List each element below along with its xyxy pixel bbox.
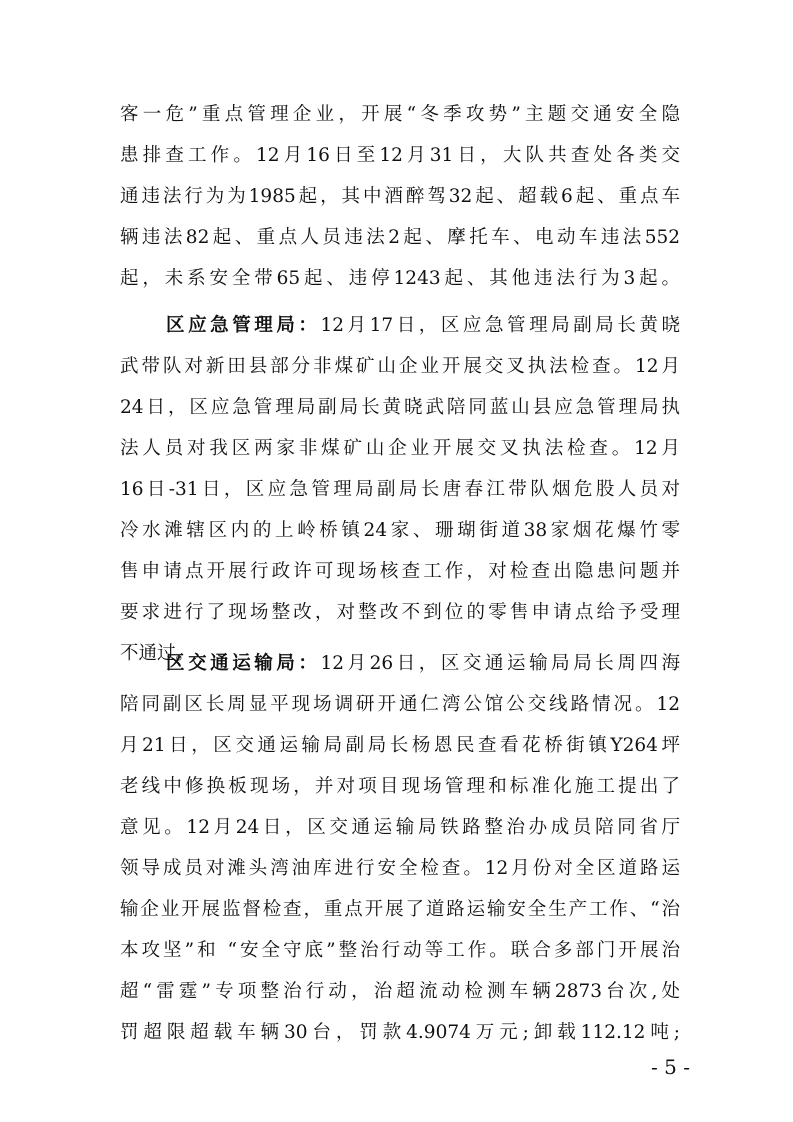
paragraph-line: 冷水滩辖区内的上岭桥镇24家、珊瑚街道38家烟花爆竹零 bbox=[120, 520, 680, 541]
section-heading-transport: 区交通运输局： bbox=[166, 653, 321, 674]
paragraph-line: 超“雷霆”专项整治行动，治超流动检测车辆2873台次,处 bbox=[120, 981, 680, 1002]
paragraph-line: 武带队对新田县部分非煤矿山企业开展交叉执法检查。12月 bbox=[120, 356, 680, 377]
paragraph-line: 不通过。 bbox=[120, 643, 195, 664]
paragraph-line: 意见。12月24日，区交通运输局铁路整治办成员陪同省厅 bbox=[120, 817, 680, 838]
section-first-line-text: 12月17日，区应急管理局副局长黄晓 bbox=[320, 315, 680, 336]
paragraph-line: 患排查工作。12月16日至12月31日，大队共查处各类交 bbox=[120, 145, 680, 166]
paragraph-line: 月21日，区交通运输局副局长杨恩民查看花桥街镇Y264坪 bbox=[120, 735, 680, 756]
section-first-line bbox=[166, 311, 680, 341]
paragraph-line: 老线中修换板现场，并对项目现场管理和标准化施工提出了 bbox=[120, 776, 680, 797]
section-first-line bbox=[166, 649, 680, 679]
paragraph-line: 通违法行为为1985起，其中酒醉驾32起、超载6起、重点车 bbox=[120, 186, 680, 207]
paragraph-line: 罚超限超载车辆30台，罚款4.9074万元;卸载112.12吨; bbox=[120, 1022, 680, 1043]
paragraph-line: 辆违法82起、重点人员违法2起、摩托车、电动车违法552 bbox=[120, 227, 680, 248]
paragraph-line: 本攻坚”和 “安全守底”整治行动等工作。联合多部门开展治 bbox=[120, 940, 680, 961]
paragraph-line: 售申请点开展行政许可现场核查工作，对检查出隐患问题并 bbox=[120, 561, 680, 582]
page-number: - 5 - bbox=[651, 1055, 690, 1079]
paragraph-line: 要求进行了现场整改，对整改不到位的零售申请点给予受理 bbox=[120, 602, 680, 623]
paragraph-line: 陪同副区长周显平现场调研开通仁湾公馆公交线路情况。12 bbox=[120, 694, 680, 715]
paragraph-line: 16日-31日，区应急管理局副局长唐春江带队烟危股人员对 bbox=[120, 479, 680, 500]
paragraph-line: 客一危”重点管理企业，开展“冬季攻势”主题交通安全隐 bbox=[120, 104, 680, 125]
section-heading-emergency: 区应急管理局： bbox=[166, 315, 321, 336]
paragraph-line: 输企业开展监督检查，重点开展了道路运输安全生产工作、“治 bbox=[120, 899, 680, 920]
paragraph-line: 24日，区应急管理局副局长黄晓武陪同蓝山县应急管理局执 bbox=[120, 397, 680, 418]
section-first-line-text: 12月26日，区交通运输局局长周四海 bbox=[320, 653, 680, 674]
paragraph-line: 起，未系安全带65起、违停1243起、其他违法行为3起。 bbox=[120, 268, 680, 289]
paragraph-line: 领导成员对滩头湾油库进行安全检查。12月份对全区道路运 bbox=[120, 858, 680, 879]
paragraph-line: 法人员对我区两家非煤矿山企业开展交叉执法检查。12月 bbox=[120, 438, 680, 459]
